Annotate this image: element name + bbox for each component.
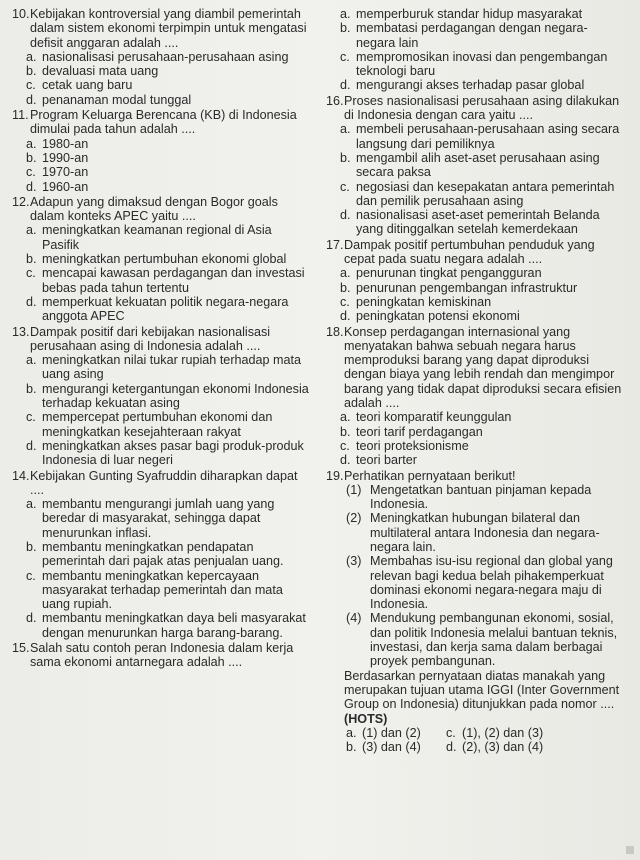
option-label: d. xyxy=(340,208,351,223)
answer-option xyxy=(26,497,312,540)
answer-option xyxy=(340,50,626,79)
option-text: meningkatkan nilai tukar rupiah terhadap mata uang asing xyxy=(42,353,302,382)
question-number: 11. xyxy=(12,108,29,123)
closing-text: Berdasarkan pernyataan diatas manakah yang merupakan tujuan utama IGGI (Inter Government Group on Indonesia) ditunjukkan pada nomor .... xyxy=(344,668,620,712)
question-number: 16. xyxy=(326,93,344,108)
option-text: mencapai kawasan perdagangan dan investasi bebas pada tahun tertentu xyxy=(42,266,305,295)
answer-option xyxy=(26,64,312,78)
question-stem xyxy=(326,469,626,483)
answer-option xyxy=(26,382,312,411)
answer-option xyxy=(26,137,312,151)
answer-option xyxy=(340,453,626,467)
spacer xyxy=(326,669,344,726)
option-text: negosiasi dan kesepakatan antara pemerintah dan pemilik perusahaan asing xyxy=(356,179,615,208)
question-16 xyxy=(326,94,626,237)
answer-option xyxy=(346,740,446,754)
answer-option xyxy=(340,151,626,180)
question-text: Dampak positif pertumbuhan penduduk yang cepat pada suatu negara adalah .... xyxy=(344,237,595,267)
answer-option xyxy=(26,569,312,612)
option-label: d. xyxy=(26,92,37,107)
answer-option xyxy=(26,223,312,252)
option-label: a. xyxy=(26,136,37,151)
option-label: a. xyxy=(340,410,351,425)
question-text: Kebijakan kontroversial yang diambil pemerintah dalam sistem ekonomi terpimpin untuk mengatasi defisit anggaran adalah .... xyxy=(30,7,307,50)
answer-option xyxy=(340,208,626,237)
answer-option xyxy=(340,295,626,309)
question-number: 14. xyxy=(12,468,30,483)
question-number: 17. xyxy=(326,237,344,252)
option-label: c. xyxy=(26,165,36,180)
option-text: meningkatkan pertumbuhan ekonomi global xyxy=(42,252,287,267)
question-text: Perhatikan pernyataan berikut! xyxy=(344,468,516,483)
answer-option xyxy=(346,726,446,740)
option-text: penurunan pengembangan infrastruktur xyxy=(356,280,578,295)
option-text: mengambil alih aset-aset perusahaan asing secara paksa xyxy=(356,150,600,180)
question-11 xyxy=(12,108,312,194)
answer-option xyxy=(340,78,626,92)
answer-option xyxy=(26,165,312,179)
option-label: c. xyxy=(26,78,36,93)
question-15-carryover-options xyxy=(326,7,626,93)
question-stem xyxy=(12,325,312,354)
option-label: c. xyxy=(446,725,456,740)
answer-option xyxy=(26,93,312,107)
option-label: d. xyxy=(340,78,351,93)
option-label: b. xyxy=(340,280,351,295)
answer-option xyxy=(26,252,312,266)
statement-text: Meningkatkan hubungan bilateral dan multilateral antara Indonesia dan negara-negara lain. xyxy=(370,511,600,554)
option-label: a. xyxy=(26,497,37,512)
answer-option xyxy=(26,295,312,324)
question-number: 15. xyxy=(12,641,30,656)
option-text: membantu mengurangi jumlah uang yang beredar di masyarakat, sehingga dapat menurunkan inflasi. xyxy=(42,497,275,540)
question-stem xyxy=(12,7,312,50)
question-text: Konsep perdagangan internasional yang menyatakan bahwa sebuah negara harus memproduksi barang yang dapat diproduksi dengan biaya yang lebih rendah dan mengimpor barang yang tidak dapat diproduksi secara efisien adalah .... xyxy=(344,324,622,411)
option-text: (1) dan (2) xyxy=(362,725,421,740)
option-label: c. xyxy=(340,438,350,453)
option-text: teori barter xyxy=(356,453,417,468)
option-label: b. xyxy=(26,539,37,554)
option-label: b. xyxy=(340,21,351,36)
option-text: 1990-an xyxy=(42,150,89,165)
option-text: membatasi perdagangan dengan negara-negara lain xyxy=(356,21,588,50)
option-text: cetak uang baru xyxy=(42,78,133,93)
question-text: Proses nasionalisasi perusahaan asing dilakukan di Indonesia dengan cara yaitu .... xyxy=(344,93,620,123)
option-text: membantu meningkatkan kepercayaan masyarakat terhadap pemerintah dan mata uang rupiah. xyxy=(42,568,283,612)
option-label: c. xyxy=(26,266,36,281)
statement-label: (4) xyxy=(346,611,362,626)
option-label: b. xyxy=(346,740,357,755)
answer-option xyxy=(26,78,312,92)
question-text: Kebijakan Gunting Syafruddin diharapkan dapat .... xyxy=(30,468,298,497)
answer-option xyxy=(26,180,312,194)
option-text: (2), (3) dan (4) xyxy=(462,740,544,755)
question-stem xyxy=(326,238,626,267)
answer-option xyxy=(26,439,312,468)
option-text: (1), (2) dan (3) xyxy=(462,725,544,740)
option-text: mengurangi akses terhadap pasar global xyxy=(356,78,585,93)
option-text: (3) dan (4) xyxy=(362,740,421,755)
answer-options-grid xyxy=(346,726,626,755)
option-text: memperburuk standar hidup masyarakat xyxy=(356,7,583,21)
question-number: 12. xyxy=(12,194,30,209)
question-number: 19. xyxy=(326,468,344,483)
option-text: penanaman modal tunggal xyxy=(42,92,192,107)
answer-option xyxy=(26,266,312,295)
option-text: mengurangi ketergantungan ekonomi Indonesia terhadap kekuatan asing xyxy=(42,381,309,411)
hots-tag: (HOTS) xyxy=(344,711,388,726)
answer-option xyxy=(446,726,556,740)
statement-text: Membahas isu-isu regional dan global yang relevan bagi kedua belah pihakemperkuat dominasi ekonomi negara-negara maju di Indonesia. xyxy=(370,554,613,612)
question-stem xyxy=(326,94,626,123)
option-label: c. xyxy=(340,294,350,309)
answer-option xyxy=(340,7,626,21)
answer-option xyxy=(340,21,626,50)
option-label: a. xyxy=(346,725,357,740)
question-text: Program Keluarga Berencana (KB) di Indonesia dimulai pada tahun adalah .... xyxy=(30,108,297,137)
option-label: b. xyxy=(26,252,37,267)
answer-option xyxy=(26,353,312,382)
answer-option xyxy=(26,410,312,439)
question-number: 13. xyxy=(12,324,30,339)
answer-option xyxy=(26,151,312,165)
option-label: a. xyxy=(26,223,37,238)
question-text: Dampak positif dari kebijakan nasionalisasi perusahaan asing di Indonesia adalah .... xyxy=(30,324,271,353)
option-label: b. xyxy=(340,150,351,165)
question-18 xyxy=(326,325,626,468)
option-text: 1980-an xyxy=(42,136,89,151)
option-text: membeli perusahaan-perusahaan asing secara langsung dari pemiliknya xyxy=(356,122,620,151)
option-label: c. xyxy=(26,568,36,583)
option-label: a. xyxy=(340,122,351,137)
option-label: d. xyxy=(26,294,37,309)
question-stem xyxy=(12,108,312,137)
statement-item xyxy=(346,511,626,554)
page-corner-mark xyxy=(626,846,634,854)
option-text: nasionalisasi perusahaan-perusahaan asing xyxy=(42,49,289,64)
option-label: d. xyxy=(26,611,37,626)
option-text: memperkuat kekuatan politik negara-negara anggota APEC xyxy=(42,294,289,324)
option-label: c. xyxy=(340,49,350,64)
statement-label: (2) xyxy=(346,511,362,526)
option-label: d. xyxy=(446,740,457,755)
question-17 xyxy=(326,238,626,324)
right-column xyxy=(326,7,626,755)
question-number: 18. xyxy=(326,324,344,339)
left-column xyxy=(12,7,312,671)
answer-option xyxy=(340,281,626,295)
answer-option xyxy=(340,180,626,209)
question-10 xyxy=(12,7,312,107)
question-number: 10. xyxy=(12,7,30,21)
option-label: b. xyxy=(26,150,37,165)
answer-option xyxy=(340,122,626,151)
statement-item xyxy=(346,611,626,668)
question-closing xyxy=(326,669,626,726)
option-label: a. xyxy=(340,266,351,281)
option-text: penurunan tingkat pengangguran xyxy=(356,266,542,281)
statement-label: (1) xyxy=(346,482,362,497)
option-text: peningkatan kemiskinan xyxy=(356,294,492,309)
question-stem xyxy=(12,641,312,670)
answer-option xyxy=(446,740,556,754)
question-text: Adapun yang dimaksud dengan Bogor goals dalam konteks APEC yaitu .... xyxy=(30,194,278,224)
question-14 xyxy=(12,469,312,641)
statement-item xyxy=(346,483,626,512)
answer-option xyxy=(340,309,626,323)
option-text: mempercepat pertumbuhan ekonomi dan meningkatkan kesejahteraan rakyat xyxy=(42,410,273,439)
option-text: nasionalisasi aset-aset pemerintah Belanda yang ditinggalkan setelah kemerdekaan xyxy=(356,208,600,237)
option-label: d. xyxy=(26,438,37,453)
option-text: teori komparatif keunggulan xyxy=(356,410,512,425)
question-stem xyxy=(12,195,312,224)
answer-option xyxy=(340,439,626,453)
option-text: meningkatkan keamanan regional di Asia Pasifik xyxy=(42,223,272,252)
closing-text-wrap xyxy=(344,669,626,726)
answer-option xyxy=(26,50,312,64)
option-text: 1970-an xyxy=(42,165,89,180)
option-text: membantu meningkatkan daya beli masyarakat dengan menurunkan harga barang-barang. xyxy=(42,611,306,640)
option-label: b. xyxy=(340,424,351,439)
question-12 xyxy=(12,195,312,324)
option-text: meningkatkan akses pasar bagi produk-produk Indonesia di luar negeri xyxy=(42,438,304,468)
statement-text: Mendukung pembangunan ekonomi, sosial, dan politik Indonesia melalui bantuan teknis, investasi, dan kerja sama dalam berbagai proyek pembangunan. xyxy=(370,611,618,669)
option-label: b. xyxy=(26,381,37,396)
option-text: membantu meningkatkan pendapatan pemerintah dari pajak atas penjualan uang. xyxy=(42,539,284,569)
option-label: c. xyxy=(26,410,36,425)
answer-option xyxy=(340,266,626,280)
option-text: peningkatan potensi ekonomi xyxy=(356,309,520,324)
statement-label: (3) xyxy=(346,554,362,569)
option-label: a. xyxy=(26,49,37,64)
question-stem xyxy=(12,469,312,498)
answer-option xyxy=(340,410,626,424)
option-text: teori tarif perdagangan xyxy=(356,424,483,439)
option-text: mempromosikan inovasi dan pengembangan teknologi baru xyxy=(356,49,608,79)
question-13 xyxy=(12,325,312,468)
question-15 xyxy=(12,641,312,670)
option-label: a. xyxy=(340,7,351,21)
statement-text: Mengetatkan bantuan pinjaman kepada Indonesia. xyxy=(370,482,592,512)
option-label: a. xyxy=(26,353,37,368)
question-stem xyxy=(326,325,626,411)
statement-item xyxy=(346,554,626,611)
answer-option xyxy=(340,425,626,439)
question-19 xyxy=(326,469,626,755)
option-label: d. xyxy=(26,179,37,194)
answer-option xyxy=(26,611,312,640)
option-text: devaluasi mata uang xyxy=(42,64,159,79)
question-text: Salah satu contoh peran Indonesia dalam kerja sama ekonomi antarnegara adalah .... xyxy=(30,641,294,670)
option-label: d. xyxy=(340,309,351,324)
option-text: teori proteksionisme xyxy=(356,438,469,453)
option-label: c. xyxy=(340,179,350,194)
option-label: d. xyxy=(340,453,351,468)
answer-option xyxy=(26,540,312,569)
option-label: b. xyxy=(26,64,37,79)
option-text: 1960-an xyxy=(42,179,89,194)
